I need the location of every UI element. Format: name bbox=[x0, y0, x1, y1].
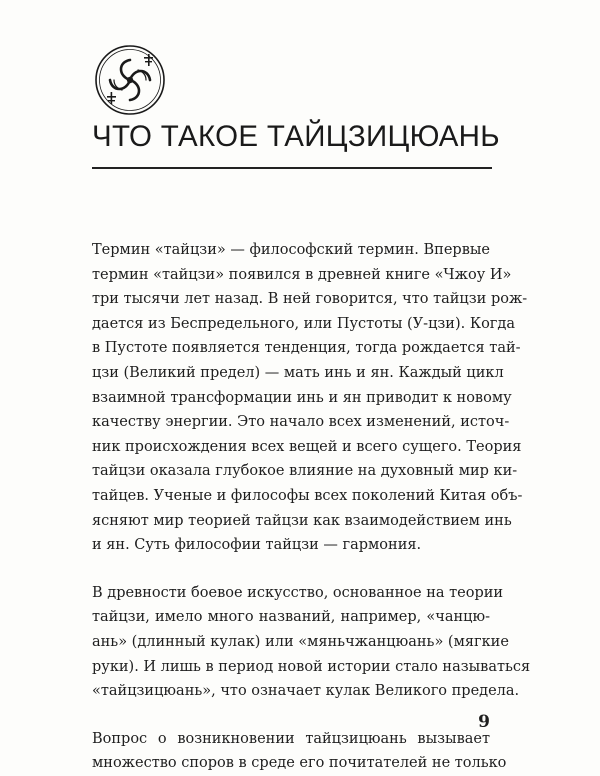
paragraph bbox=[92, 238, 528, 558]
text-line: в Пустоте появляется тенденция, тогда рождается тай- bbox=[92, 340, 521, 357]
text-line: В древности боевое искусство, основанное на теории bbox=[92, 584, 504, 601]
chapter-title: ЧТО ТАКОЕ ТАЙЦЗИЦЮАНЬ bbox=[92, 120, 500, 153]
text-line: ань» (длинный кулак) или «мяньчжанцюань» (мягкие bbox=[92, 633, 509, 650]
text-line: дается из Беспредельного, или Пустоты (У-цзи). Когда bbox=[92, 315, 515, 332]
text-line: «тайцзицюань», что означает кулак Великого предела. bbox=[92, 683, 520, 700]
text-line: тайцев. Ученые и философы всех поколений Китая объ- bbox=[92, 487, 523, 504]
text-line: и ян. Суть философии тайцзи — гармония. bbox=[92, 537, 422, 554]
page-number: 9 bbox=[478, 712, 490, 732]
body-text bbox=[92, 238, 531, 776]
text-line: ясняют мир теорией тайцзи как взаимодействием инь bbox=[92, 512, 512, 529]
text-line: термин «тайцзи» появился в древней книге «Чжоу И» bbox=[92, 266, 512, 283]
title-divider bbox=[92, 167, 492, 169]
text-line: три тысячи лет назад. В ней говорится, что тайцзи рож- bbox=[92, 291, 528, 308]
paragraph bbox=[92, 727, 507, 776]
text-line: взаимной трансформации инь и ян приводит к новому bbox=[92, 389, 512, 406]
yin-yang-swirl-emblem-icon bbox=[94, 44, 166, 116]
text-line: Вопрос о возникновении тайцзицюань вызывает bbox=[92, 730, 490, 747]
text-line: ник происхождения всех вещей и всего сущего. Теория bbox=[92, 438, 522, 455]
text-line: руки). И лишь в период новой истории стало называться bbox=[92, 658, 531, 675]
text-line: тайцзи, имело много названий, например, «чанцю- bbox=[92, 609, 490, 626]
text-line: множество споров в среде его почитателей не только bbox=[92, 755, 507, 772]
text-line: тайцзи оказала глубокое влияние на духовный мир ки- bbox=[92, 463, 518, 480]
text-line: качеству энергии. Это начало всех изменений, источ- bbox=[92, 414, 510, 431]
paragraph bbox=[92, 581, 531, 704]
text-line: Термин «тайцзи» — философский термин. Впервые bbox=[92, 242, 490, 258]
text-line: цзи (Великий предел) — мать инь и ян. Каждый цикл bbox=[92, 364, 504, 381]
